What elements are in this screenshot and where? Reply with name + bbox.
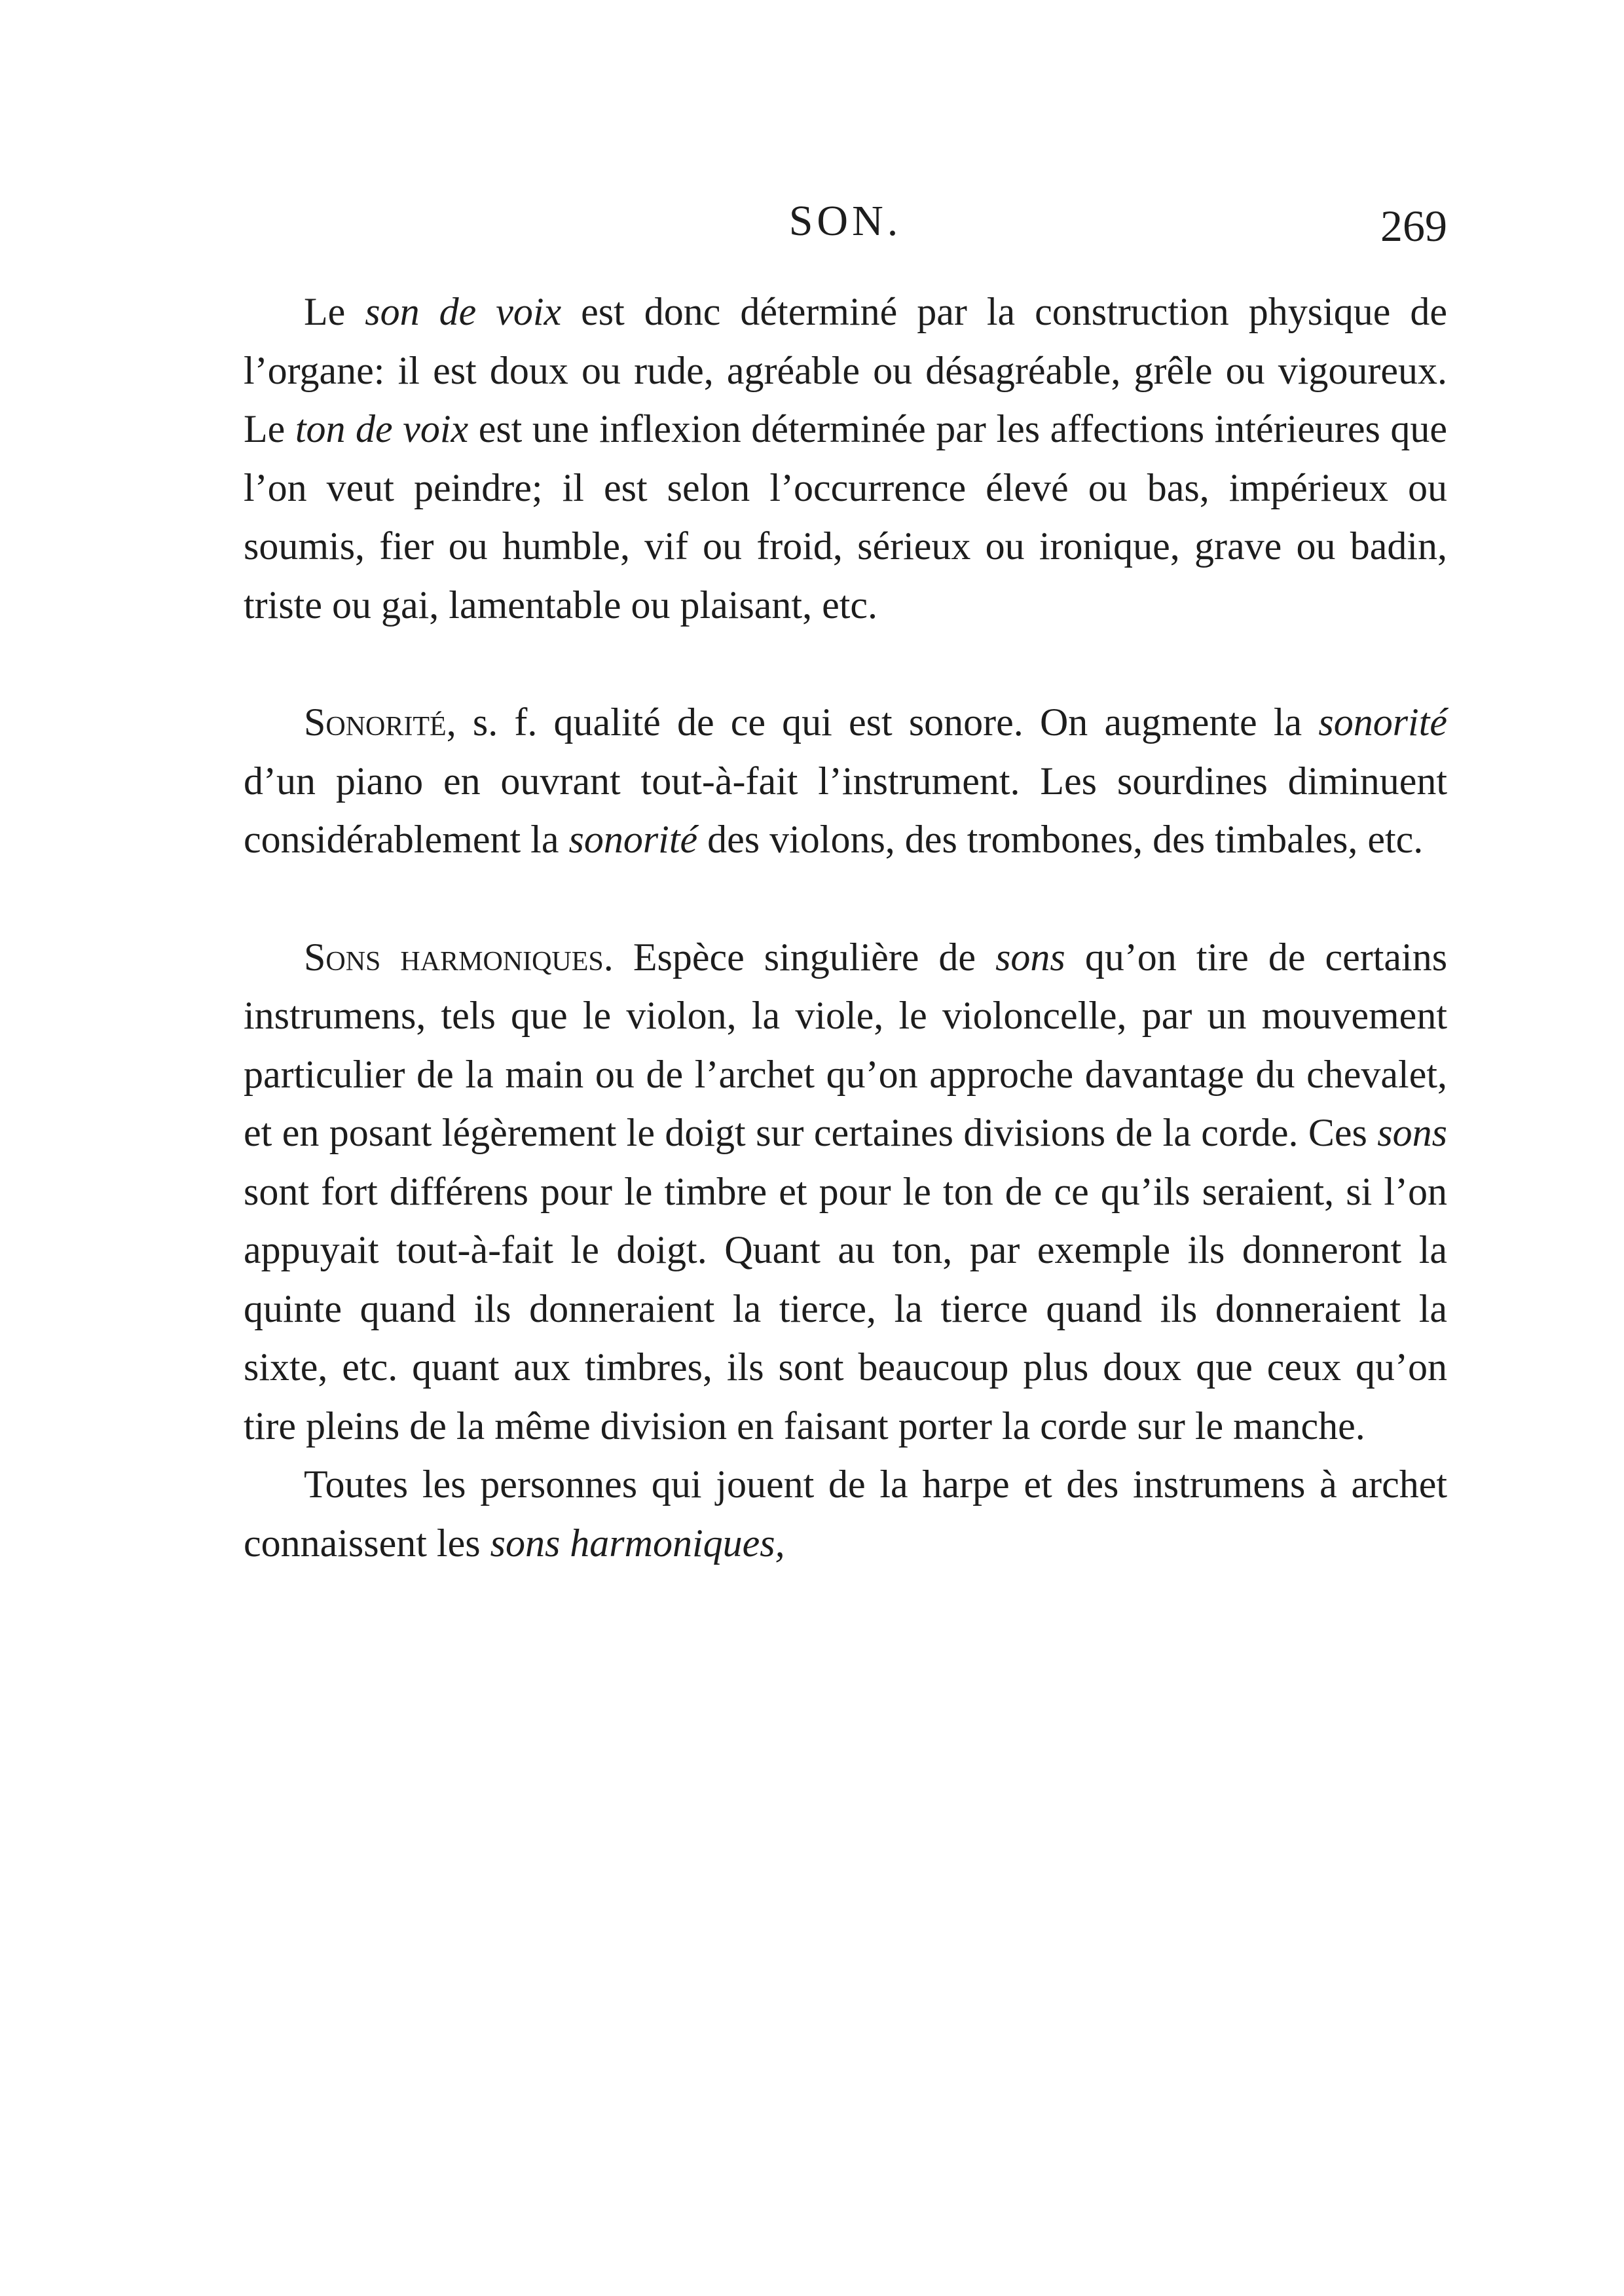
paragraph-harpe	[244, 1455, 1447, 1573]
page-header	[244, 196, 1447, 249]
italic-term: sons harmoniques,	[490, 1521, 785, 1565]
italic-term: sons	[995, 935, 1065, 979]
entry-headword: Sons harmoniques	[304, 935, 604, 979]
page-number: 269	[1380, 201, 1447, 251]
paragraph-son-de-voix	[244, 283, 1447, 634]
text-run: , s. f. qualité de ce qui est sonore. On augmente la	[446, 701, 1302, 744]
italic-term: sonorité	[568, 818, 698, 861]
italic-term: sons	[1377, 1111, 1447, 1154]
running-title: SON.	[788, 197, 902, 245]
text-run: des violons, des trombones, des timbales, etc.	[707, 818, 1424, 861]
italic-term: son de voix	[365, 290, 562, 333]
text-run: est donc déterminé par la construction physique de l’organe: il est doux ou rude, agréable ou désagréable, grêle ou vigoureux. Le	[244, 290, 1447, 450]
text-run: sont fort différens pour le timbre et pour le ton de ce qu’ils seraient, si l’on appuyait tout-à-fait le doigt. Quant au ton, par exemple ils donneront la quinte quand ils donneraient la tierce, la tierce quand ils donneraient la sixte, etc. quant aux timbres, ils sont beaucoup plus doux que ceux qu’on tire pleins de la même division en faisant porter la corde sur le manche.	[244, 1169, 1447, 1448]
text-run: qu’on tire de certains instrumens, tels que le violon, la viole, le violoncelle, par un mouvement particulier de la main ou de l’archet qu’on approche davantage du chevalet, et en posant légèrement le doigt sur certaines divisions de la corde. Ces	[244, 935, 1448, 1154]
text-run: Toutes les personnes qui jouent de la harpe et des instrumens à archet connaissent les	[244, 1463, 1447, 1565]
text-run: Le	[304, 290, 346, 333]
text-run: . Espèce singulière de	[603, 935, 976, 979]
body-text	[244, 283, 1447, 1573]
entry-spacer	[244, 869, 1447, 928]
text-run: d’un piano en ouvrant tout-à-fait l’instrument. Les sourdines diminuent considérablement la	[244, 759, 1447, 861]
entry-sons-harmoniques	[244, 928, 1447, 1456]
italic-term: sonorité	[1318, 701, 1448, 744]
entry-headword: Sonorité	[304, 701, 447, 744]
entry-spacer	[244, 634, 1447, 693]
italic-term: ton de voix	[295, 407, 469, 450]
entry-sonorite	[244, 693, 1447, 869]
text-run: est une inflexion déterminée par les affections intérieures que l’on veut peindre; il est selon l’occurrence élevé ou bas, impérieux ou soumis, fier ou humble, vif ou froid, sérieux ou ironique, grave ou badin, triste ou gai, lamentable ou plaisant, etc.	[244, 407, 1448, 627]
